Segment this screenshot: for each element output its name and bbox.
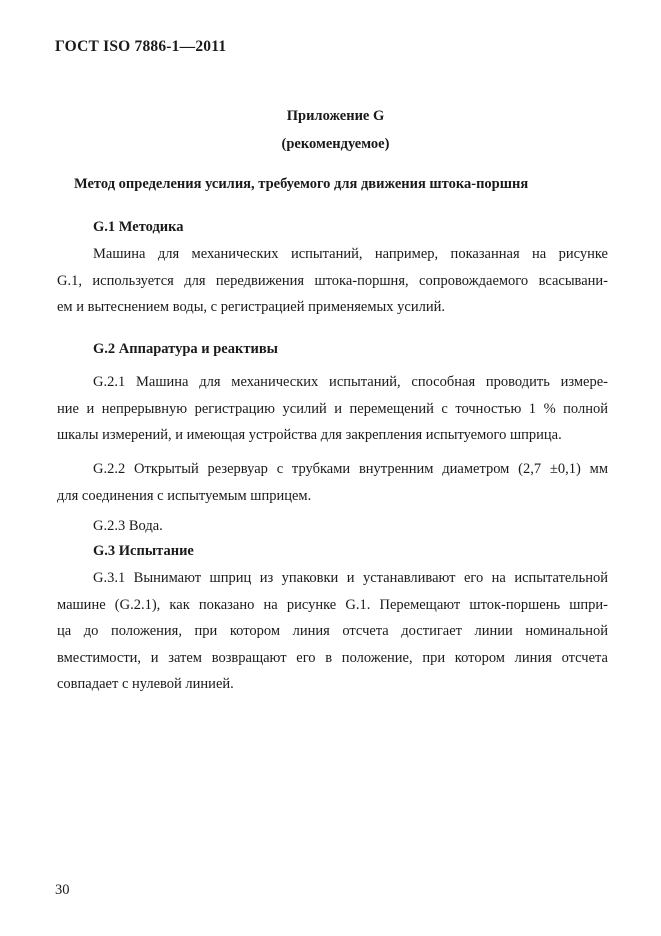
annex-status: (рекомендуемое)	[281, 136, 390, 152]
annex-title: Приложение G	[286, 108, 385, 124]
section-g3-heading: G.3 Испытание	[93, 543, 194, 559]
paragraph-line: G.1, используется для передвижения штока-поршня, сопровождаемого всасывани-	[57, 272, 608, 289]
section-g2-3-paragraph	[57, 513, 608, 540]
section-g2-1-paragraph	[57, 369, 608, 449]
section-g1-paragraph	[57, 241, 608, 321]
section-g2-heading: G.2 Аппаратура и реактивы	[93, 341, 278, 357]
paragraph-line: Машина для механических испытаний, например, показанная на рисунке	[93, 246, 608, 262]
paragraph-line: G.2.2 Открытый резервуар с трубками внутренним диаметром (2,7 ±0,1) мм	[93, 461, 608, 477]
paragraph-line: для соединения с испытуемым шприцем.	[57, 487, 312, 504]
paragraph-line: G.2.1 Машина для механических испытаний, способная проводить измере-	[93, 374, 608, 390]
paragraph-line: ца до положения, при котором линия отсчета достигает линии номинальной	[57, 623, 608, 639]
standard-code-header: ГОСТ ISO 7886-1—2011	[55, 38, 227, 55]
paragraph-line: машине (G.2.1), как показано на рисунке G.1. Перемещают шток-поршень шпри-	[57, 596, 608, 613]
section-g3-paragraph	[57, 565, 608, 698]
section-g2-2-paragraph	[57, 456, 608, 509]
paragraph-line: ние и непрерывную регистрацию усилий и перемещений с точностью 1 % полной	[57, 400, 608, 417]
paragraph-line: ем и вытеснением воды, с регистрацией применяемых усилий.	[57, 299, 445, 315]
page-number: 30	[55, 882, 70, 898]
section-g1-heading: G.1 Методика	[93, 219, 184, 235]
annex-heading: Метод определения усилия, требуемого для движения штока-поршня	[74, 176, 529, 192]
paragraph-line: вместимости, и затем возвращают его в положение, при котором линия отсчета	[57, 649, 608, 666]
paragraph-line: G.3.1 Вынимают шприц из упаковки и устанавливают его на испытательной	[93, 570, 608, 586]
paragraph-line: шкалы измерений, и имеющая устройства для закрепления испытуемого шприца.	[57, 427, 562, 443]
paragraph-line: совпадает с нулевой линией.	[57, 676, 234, 692]
paragraph-line: G.2.3 Вода.	[93, 518, 163, 534]
